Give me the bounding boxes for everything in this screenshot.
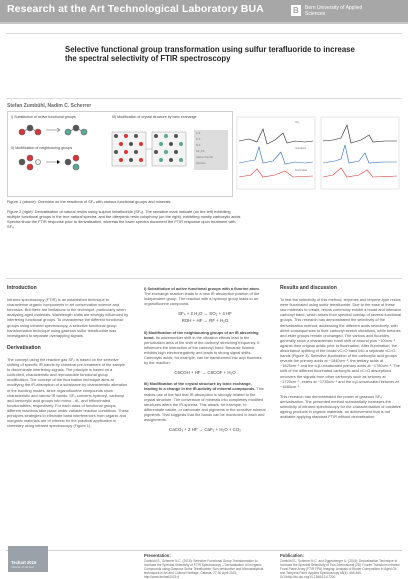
mechanism-ii-title: II) Modification of the neighbouring groups of an IR absorbing bond. (144, 329, 259, 340)
side-label: N-F (196, 144, 201, 147)
mechanism-ii (144, 330, 266, 366)
poster-title: Selective functional group transformation using sulfur terafluoride to increase the spectral selectivity of FTIR spectroscopy (65, 45, 355, 64)
mechanism-iii (144, 381, 266, 422)
footer-presentation (144, 554, 264, 579)
derivatisation-paragraph: The concept using the reactive gas SF₄ is based on the selective shifting of specific IR-bands by chemical pre-treatment of the sample to discriminate interfering signals. The principle is based on a controlled, characteristic and reproducible functional group modification. The concept of the fluorination technique aims at modifying the IR-absorption of a substance by characteristic alteration of the bonding modes, since organofluorine compounds show characteristic and narrow IR bands. SF₄ converts hydroxyl, carbonyl and carboxylic acid groups into mono-, di-, and trifluorinated functionalities, respectively. For each class of functional groups, different reactions take place under variable reaction conditions. These principles strategies to eliminate band interferences from organic and inorganic materials are of interest for the practical application in chemistry using infrared spectroscopy (Figure 1). (7, 356, 129, 429)
spectra-graphic (235, 111, 402, 197)
reaction-scheme-graphic (8, 112, 232, 196)
panel-ii-label: II) Modification of neighbouring groups (11, 146, 73, 150)
heading-results: Results and discussion (280, 285, 337, 291)
heading-derivatisation: Derivatisation (7, 344, 41, 351)
mechanism-ii-text: Its wavenumber shift in the vibration effects lead to the perturbation area of the shift of the carbonyl stretching frequency. It influences the interaction of the carbonyl band. Because fluorine exhibits high electronegativity and leads to strong signal shifts. Carboxylic acids, for example, can be transformed into acyl fluorides by the reaction: (144, 334, 262, 366)
institution-name: Bern University of Applied Sciences (305, 5, 363, 17)
logo-letter: B (293, 6, 299, 15)
divider (6, 98, 402, 99)
intro-paragraph: Infrared spectroscopy (FTIR) is an established technique to characterise organic components in art conservation science and forensics. But there are limitations to the technique, particularly when analysing aged materials. Wavelength shifts are strongly influenced by interfering functional groups. To characterise the different functional groups using infrared spectroscopy, a selective functional group transformation technique using gaseous sulfur tetrafluoride was investigated to separate overlapping signals. (7, 297, 129, 338)
panel-i-label: I) Substitution of active functional groups (11, 115, 76, 119)
figure1-caption: Figure 1 (above): Overview on the reactions of SF₄ with various functional groups and minerals. (7, 199, 172, 204)
presentation-text: Zumbühl S., Scherrer N.C. (2015): Selective Functional Group Transformation to Increase the Spectral Selectivity of FTIR Spectroscopy – Derivatisation of Inorganic Compounds using Gaseous Sulfur Tetrafluoride; Non-destructive and Microanalytical techniques in Art and Cultural Heritage, Catania, 27-30 April 2015, http://www.techart2015.it (144, 559, 264, 579)
spectrum-label: fluorinated (295, 169, 308, 172)
panel-iii-label: III) Modification of crystal structure by ionic exchange (112, 115, 197, 119)
mechanism-i (144, 286, 266, 306)
photo-subtitle: Catania, 27-30 April (11, 566, 34, 569)
results-paragraph-2: This research has demonstrated the power of gaseous SF₄ derivatisation. The presented method substantially increases the selectivity of infrared spectroscopy for the characterisation of oxidative ageing products in organic materials, an achievement that is not available applying standard FTIR without derivatisation. (280, 393, 401, 420)
mechanism-i-text: The exchange reaction leads to a new IR absorption position of the independent group. The reaction with a hydroxyl group leads to an organofluorine compound. (144, 291, 260, 307)
figure-area (7, 111, 402, 197)
equation-3: CaCO₃ + 2 HF → CaF₂ + H₂O + CO₂ (169, 427, 241, 433)
mechanism-iii-text: This makes use of the fact that IR-absorption is strongly related to the crystal structure. The conversion of minerals into completely modified structures alters the IR-spectra. This allows, for example, to differentiate calcite, or carbonate and pigments in the sensitive mineral pigments. That suggests that the bands can be monitored in each and assignments. (144, 386, 266, 422)
mechanism-iii-title: III) Modification of the crystal structure by ionic exchange, leading to a change in the IR-activity of mineral compounds. (144, 381, 256, 392)
spectrum-label: untreated (295, 147, 306, 150)
mechanism-i-title: I) Substitution of active functional groups with a fluorine atom. (144, 286, 260, 291)
photo-title: Techart 2015 (11, 560, 37, 565)
presentation-heading: Presentation: (144, 553, 171, 558)
side-label: SF₄ Pb (196, 150, 205, 153)
header-bar (0, 0, 408, 24)
divider (6, 278, 402, 279)
side-label: carbon fluoride (196, 156, 214, 159)
equation-1b: ROH + HF → RF + H₂O (181, 318, 229, 324)
equation-2: C6COH + HF → C6COF + H₂O (174, 370, 236, 376)
figure2-caption: Figure 2 (right): Derivatisation of natural resins using sulphur tetrafluoride (SF₄). The sensitive mark indicate (on the left) exhibiting multiple functional groups in the true natural spectra, and the diterpenic resin colophony (on the right), exhibiting mostly carboxylic acids. Spectra show the FTIR response prior to derivatisation, whereas the lower spectra document the FTIR response upon treatment with SF₄. (7, 209, 242, 229)
divider (6, 33, 402, 34)
column-mechanisms (144, 286, 266, 438)
authors: Stefan Zumbühl, Nadim C. Scherrer (7, 103, 92, 109)
publication-heading: Publication: (280, 553, 304, 558)
ftir-spectra (235, 111, 402, 197)
footer-divider (6, 550, 402, 551)
spectrum-label: SF₄ (295, 121, 300, 124)
column-results (280, 286, 402, 424)
reaction-scheme (7, 111, 233, 197)
side-label: fluorides (196, 162, 206, 165)
side-label: O-F (196, 138, 201, 141)
footer-publication (280, 554, 400, 579)
column-introduction (7, 286, 129, 433)
results-paragraph-1: To test the selectivity of this method, terpenes and terpene-type resins were fluorinated using sulfur tetrafluoride. Due to the ease of these raw materials to create, resins commonly exhibit a broad and intensive carbonyl band, which arises from spectral overlap of several functional groups. This research has demonstrated the selectivity of the derivatisation method, addressing the different acids selectively, with direct consequences to their carbonyl stretch vibrations, while ketones and ester groups remain unchanged. The various acid fluorides generally show a characteristic band shift of around plus ~100cm⁻¹ against their original acidic prior to fluorination. After fluorination, the absorbance splitting of the broad νC=O band into a separate νC=O-bands (Figure 3). Selective fluorination of the carboxylic acid groups reveals the primary acids at ~1840cm⁻¹, the tertiary acids at ~1825cm⁻¹ and the α,β-unsaturated primary acids at ~1780cm⁻¹. The shift of the different fluorinated carboxylic acid νC=O absorptions uncovers the signals from other carbonyls such as ketones at ~1720cm⁻¹, esters at ~1735cm⁻¹ and the α,β-unsaturated ketones at ~1680cm⁻¹. (280, 297, 402, 389)
header-title: Research at the Art Technological Laboratory BUA (7, 3, 264, 15)
bua-logo-icon (291, 5, 301, 16)
side-label: C-F (196, 132, 201, 135)
equation-1a: SF₄ + 2 H₂O → SO₂ + 4 HF (178, 311, 232, 317)
publication-text: Zumbühl S., Scherrer N.C. and Eggenberger U. (2014): Derivatisation Technique to Increase the Spectral Selectivity of Two-Dimensional (2D) Fourier Transform Infrared Focal Plane Array (FTIR FPA) Imaging: Analysis of Binder Composition in Aged Oil and Tempera Paint. Applied Spectroscopy 68(4), 458-465, DOI:http://dx.doi.org/10.1366/13-07200 (280, 559, 400, 579)
heading-introduction: Introduction (7, 285, 37, 291)
conference-photo (8, 546, 48, 572)
